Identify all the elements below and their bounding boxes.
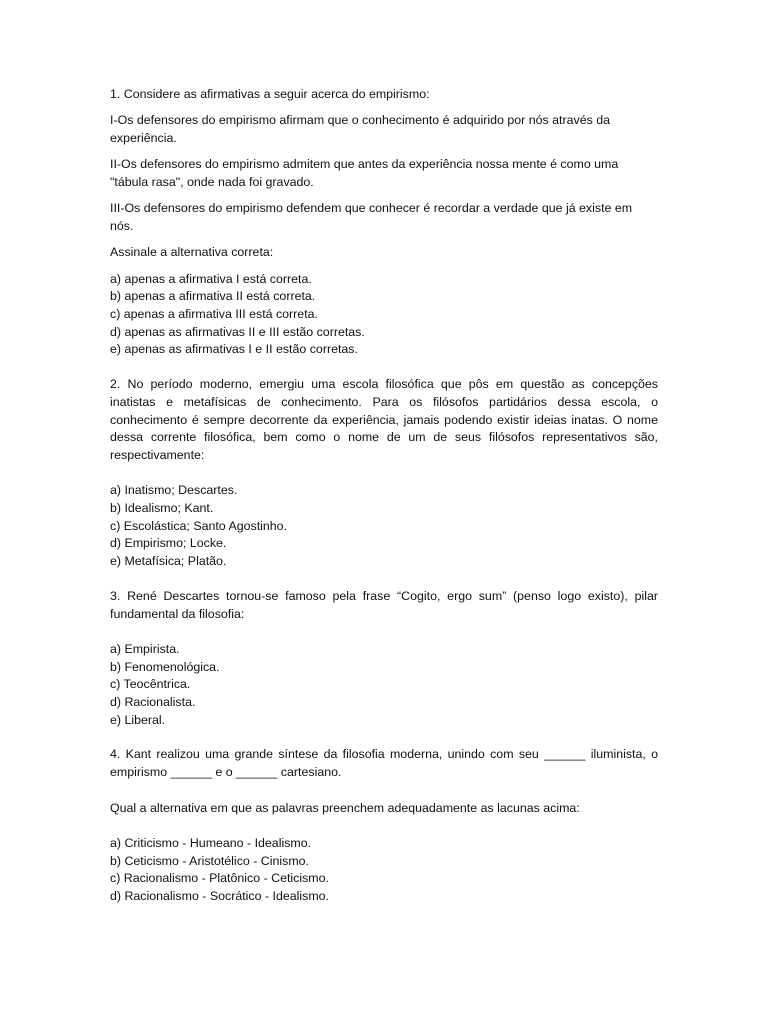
question-3-option-e: e) Liberal. [110, 712, 166, 727]
question-3-options [110, 641, 658, 730]
question-2-option-a: a) Inatismo; Descartes. [110, 483, 238, 498]
question-2-option-d: d) Empirismo; Locke. [110, 536, 227, 551]
question-1-statement-ii: II-Os defensores do empirismo admitem que antes da experiência nossa mente é como uma "tábula rasa", onde nada foi gravado. [110, 157, 619, 189]
question-1-option-c: c) apenas a afirmativa III está correta. [110, 307, 318, 321]
question-1-statement-i: I-Os defensores do empirismo afirmam que o conhecimento é adquirido por nós através da experiência. [110, 113, 611, 145]
question-1-option-b: b) apenas a afirmativa II está correta. [110, 289, 316, 304]
question-3-text: 3. René Descartes tornou-se famoso pela frase “Cogito, ergo sum” (penso logo existo), pilar fundamental da filosofia: [110, 588, 658, 621]
question-2-options [110, 482, 658, 571]
question-1-title: 1. Considere as afirmativas a seguir acerca do empirismo: [110, 87, 430, 101]
question-1-option-d: d) apenas as afirmativas II e III estão corretas. [110, 324, 365, 339]
question-1 [110, 86, 658, 359]
question-1-prompt: Assinale a alternativa correta: [110, 245, 274, 260]
question-2 [110, 376, 658, 571]
question-4 [110, 746, 658, 905]
question-1-option-e: e) apenas as afirmativas I e II estão corretas. [110, 342, 358, 357]
question-4-option-d: d) Racionalismo - Socrático - Idealismo. [110, 889, 329, 904]
question-4-option-c: c) Racionalismo - Platônico - Ceticismo. [110, 871, 329, 886]
question-3-option-d: d) Racionalista. [110, 695, 196, 710]
question-1-option-a: a) apenas a afirmativa I está correta. [110, 271, 312, 286]
question-4-options [110, 835, 658, 906]
question-3 [110, 588, 658, 730]
question-3-option-b: b) Fenomenológica. [110, 659, 220, 674]
question-2-text: 2. No período moderno, emergiu uma escola filosófica que pôs em questão as concepções inatistas e metafísicas de conhecimento. Para os filósofos partidários dessa escola, o conhecimento é sempre decorrente da experiência, jamais podendo existir ideias inatas. O nome dessa corrente filosófica, bem como o nome de um de seus filósofos representativos são, respectivamente: [110, 377, 658, 462]
question-2-option-c: c) Escolástica; Santo Agostinho. [110, 518, 288, 533]
question-2-option-e: e) Metafísica; Platão. [110, 554, 227, 569]
question-4-option-b: b) Ceticismo - Aristotélico - Cinismo. [110, 853, 309, 868]
question-4-option-a: a) Criticismo - Humeano - Idealismo. [110, 835, 312, 850]
question-3-option-a: a) Empirista. [110, 641, 180, 656]
question-2-option-b: b) Idealismo; Kant. [110, 501, 214, 516]
question-4-prompt: Qual a alternativa em que as palavras preenchem adequadamente as lacunas acima: [110, 800, 580, 815]
question-1-options [110, 271, 658, 360]
question-3-option-c: c) Teocêntrica. [110, 677, 191, 692]
question-1-statement-iii: III-Os defensores do empirismo defendem que conhecer é recordar a verdade que já existe em nós. [110, 201, 633, 233]
question-4-text: 4. Kant realizou uma grande síntese da filosofia moderna, unindo com seu ______ iluminista, o empirismo ______ e o ______ cartesiano. [110, 747, 658, 780]
